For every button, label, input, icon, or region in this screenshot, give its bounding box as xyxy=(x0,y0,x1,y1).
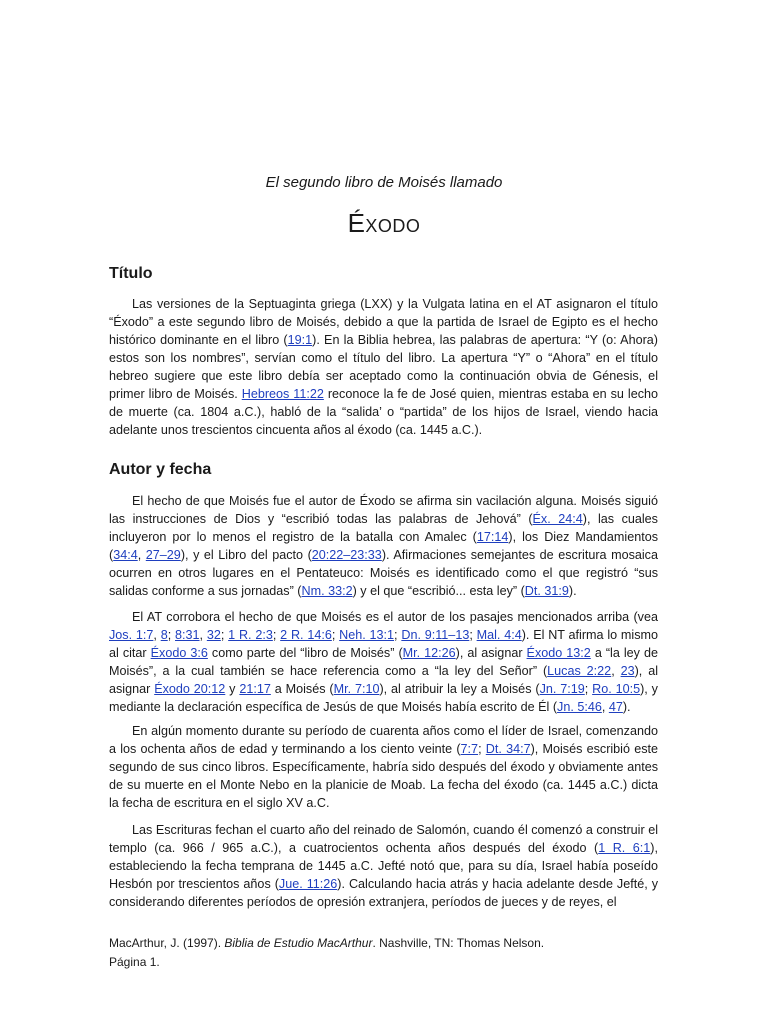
paragraph-text: ), al atribuir la ley a Moisés ( xyxy=(379,682,540,696)
paragraph xyxy=(109,722,658,812)
scripture-reference-link[interactable]: Mr. 12:26 xyxy=(402,646,456,660)
paragraph-text: ). El NT afirma lo mismo al citar xyxy=(109,628,659,660)
paragraph-text: Las versiones de la Septuaginta griega (LXX) y la Vulgata latina en el AT asignaron el título “Éxodo” a este segundo libro de Moisés, debido a que la partida de Israel de Egipto es el hecho histórico dominante en el libro ( xyxy=(109,297,658,347)
paragraph-text: como parte del “libro de Moisés” ( xyxy=(207,646,403,660)
paragraph-text: y xyxy=(225,682,240,696)
book-title: Éxodo xyxy=(347,208,421,238)
paragraph-text: ), y el Libro del pacto ( xyxy=(180,548,312,562)
paragraph-text: , xyxy=(153,628,161,642)
citation-author: MacArthur, J. (1997). xyxy=(109,936,225,950)
book-subtitle: El segundo libro de Moisés llamado xyxy=(265,174,503,191)
paragraph-text: ; xyxy=(478,742,486,756)
scripture-reference-link[interactable]: 8:31 xyxy=(175,628,200,642)
paragraph-text: , xyxy=(137,548,146,562)
scripture-reference-link[interactable]: Éxodo 3:6 xyxy=(150,646,208,660)
scripture-reference-link[interactable]: 1 R. 2:3 xyxy=(228,628,273,642)
scripture-reference-link[interactable]: 7:7 xyxy=(460,742,479,756)
scripture-reference-link[interactable]: 17:14 xyxy=(476,530,509,544)
paragraph-text: ), al asignar xyxy=(109,664,659,696)
scripture-reference-link[interactable]: Éxodo 13:2 xyxy=(526,646,591,660)
scripture-reference-link[interactable]: Jn. 7:19 xyxy=(539,682,585,696)
paragraph-text: ; xyxy=(220,628,229,642)
page-number: Página 1. xyxy=(109,955,160,969)
scripture-reference-link[interactable]: Jue. 11:26 xyxy=(278,877,338,891)
scripture-reference-link[interactable]: 1 R. 6:1 xyxy=(598,841,651,855)
scripture-reference-link[interactable]: 23 xyxy=(620,664,635,678)
scripture-reference-link[interactable]: Dt. 34:7 xyxy=(485,742,531,756)
paragraph-text: ; xyxy=(272,628,281,642)
paragraph xyxy=(109,608,658,716)
section-heading-titulo: Título xyxy=(109,265,153,282)
scripture-reference-link[interactable]: Dt. 31:9 xyxy=(524,584,569,598)
scripture-reference-link[interactable]: Lucas 2:22 xyxy=(547,664,612,678)
citation-line xyxy=(109,934,669,953)
scripture-reference-link[interactable]: 8 xyxy=(160,628,168,642)
scripture-reference-link[interactable]: Éx. 24:4 xyxy=(532,512,583,526)
scripture-reference-link[interactable]: 27–29 xyxy=(145,548,181,562)
scripture-reference-link[interactable]: Nm. 33:2 xyxy=(301,584,353,598)
scripture-reference-link[interactable]: Dn. 9:11–13 xyxy=(401,628,470,642)
scripture-reference-link[interactable]: Hebreos 11:22 xyxy=(241,387,324,401)
footer-citation xyxy=(109,934,669,972)
paragraph-text: , xyxy=(601,700,609,714)
paragraph-text: ), y mediante la declaración específica de Jesús de que Moisés había escrito de Él ( xyxy=(109,682,658,714)
scripture-reference-link[interactable]: Jos. 1:7 xyxy=(109,628,154,642)
paragraph-text: ). Calculando hacia atrás y hacia adelante desde Jefté, y considerando diferentes períodos de opresión extranjera, períodos de jueces y de reyes, el xyxy=(109,877,658,909)
paragraph-text: ; xyxy=(584,682,593,696)
scripture-reference-link[interactable]: Mr. 7:10 xyxy=(333,682,380,696)
paragraph-text: reconoce la fe de José quien, mientras estaba en su lecho de muerte (ca. 1804 a.C.), habló de la “salida’ o “partida” de los hijos de Israel, viendo hacia adelante unos trescientos cincuenta años al éxodo (ca. 1445 a.C.). xyxy=(109,387,659,437)
paragraph-text: a Moisés ( xyxy=(270,682,334,696)
paragraph-text: En algún momento durante su período de cuarenta años como el líder de Israel, comenzando a los ochenta años de edad y terminando a los ciento veinte ( xyxy=(109,724,658,756)
scripture-reference-link[interactable]: Mal. 4:4 xyxy=(476,628,522,642)
paragraph xyxy=(109,295,658,439)
paragraph-text: , xyxy=(199,628,207,642)
scripture-reference-link[interactable]: 34:4 xyxy=(113,548,138,562)
scripture-reference-link[interactable]: 21:17 xyxy=(239,682,271,696)
paragraph-text: ) y el que “escribió... esta ley” ( xyxy=(352,584,525,598)
scripture-reference-link[interactable]: Ro. 10:5 xyxy=(592,682,641,696)
paragraph-text: ). En la Biblia hebrea, las palabras de apertura: “Y (o: Ahora) estos son los nombres”, servían como el título del libro. La apertura “Y” o “Ahora” en el título hebreo sugiere que este libro debía ser aceptado como la continuación obvia de Génesis, el primer libro de Moisés. xyxy=(109,333,658,401)
paragraph xyxy=(109,492,658,600)
paragraph-text: ), estableciendo la fecha temprana de 1445 a.C. Jefté notó que, para su día, Israel había poseído Hesbón por trescientos años ( xyxy=(109,841,658,891)
paragraph-text: ), los Diez Mandamientos ( xyxy=(109,530,658,562)
paragraph-text: ), las cuales incluyeron por lo menos el registro de la batalla con Amalec ( xyxy=(109,512,658,544)
scripture-reference-link[interactable]: Jn. 5:46 xyxy=(557,700,602,714)
paragraph-text: ). xyxy=(622,700,631,714)
paragraph-text: ), Moisés escribió este segundo de sus cinco libros. Específicamente, habría sido después del éxodo y obviamente antes de su muerte en el Monte Nebo en la planicie de Moab. La fecha del éxodo (ca. 1445 a.C.) dicta la fecha de escritura en el siglo XV a.C. xyxy=(109,742,658,810)
paragraph-text: ; xyxy=(167,628,176,642)
paragraph-text: ; xyxy=(394,628,402,642)
paragraph-text: El hecho de que Moisés fue el autor de Éxodo se afirma sin vacilación alguna. Moisés siguió las instrucciones de Dios y “escribió todas las palabras de Jehová” ( xyxy=(109,494,658,526)
scripture-reference-link[interactable]: 47 xyxy=(608,700,623,714)
paragraph-text: ; xyxy=(469,628,477,642)
paragraph-text: ; xyxy=(331,628,340,642)
scripture-reference-link[interactable]: 20:22–23:33 xyxy=(311,548,382,562)
paragraph-text: ). Afirmaciones semejantes de escritura mosaica ocurren en otros lugares en el Pentateuco: Moisés es identificado como el que registró “sus salidas conforme a sus jornadas” ( xyxy=(109,548,658,598)
scripture-reference-link[interactable]: 32 xyxy=(206,628,221,642)
section-heading-autor-fecha: Autor y fecha xyxy=(109,461,212,478)
citation-publisher: . Nashville, TN: Thomas Nelson. xyxy=(372,936,545,950)
paragraph-text: El AT corrobora el hecho de que Moisés es el autor de los pasajes mencionados arriba (vea xyxy=(132,610,658,624)
scripture-reference-link[interactable]: Éxodo 20:12 xyxy=(154,682,226,696)
citation-title: Biblia de Estudio MacArthur xyxy=(224,936,373,950)
scripture-reference-link[interactable]: Neh. 13:1 xyxy=(339,628,395,642)
paragraph-text: ). xyxy=(568,584,577,598)
paragraph-text: Las Escrituras fechan el cuarto año del reinado de Salomón, cuando él comenzó a construir el templo (ca. 966 / 965 a.C.), a cuatrocientos ochenta años después del éxodo ( xyxy=(109,823,658,855)
paragraph-text: ), al asignar xyxy=(455,646,527,660)
paragraph xyxy=(109,821,658,911)
scripture-reference-link[interactable]: 2 R. 14:6 xyxy=(280,628,332,642)
paragraph-text: a “la ley de Moisés”, a la cual también se hace referencia como a “la ley del Señor” ( xyxy=(109,646,658,678)
paragraph-text: , xyxy=(611,664,621,678)
scripture-reference-link[interactable]: 19:1 xyxy=(287,333,313,347)
